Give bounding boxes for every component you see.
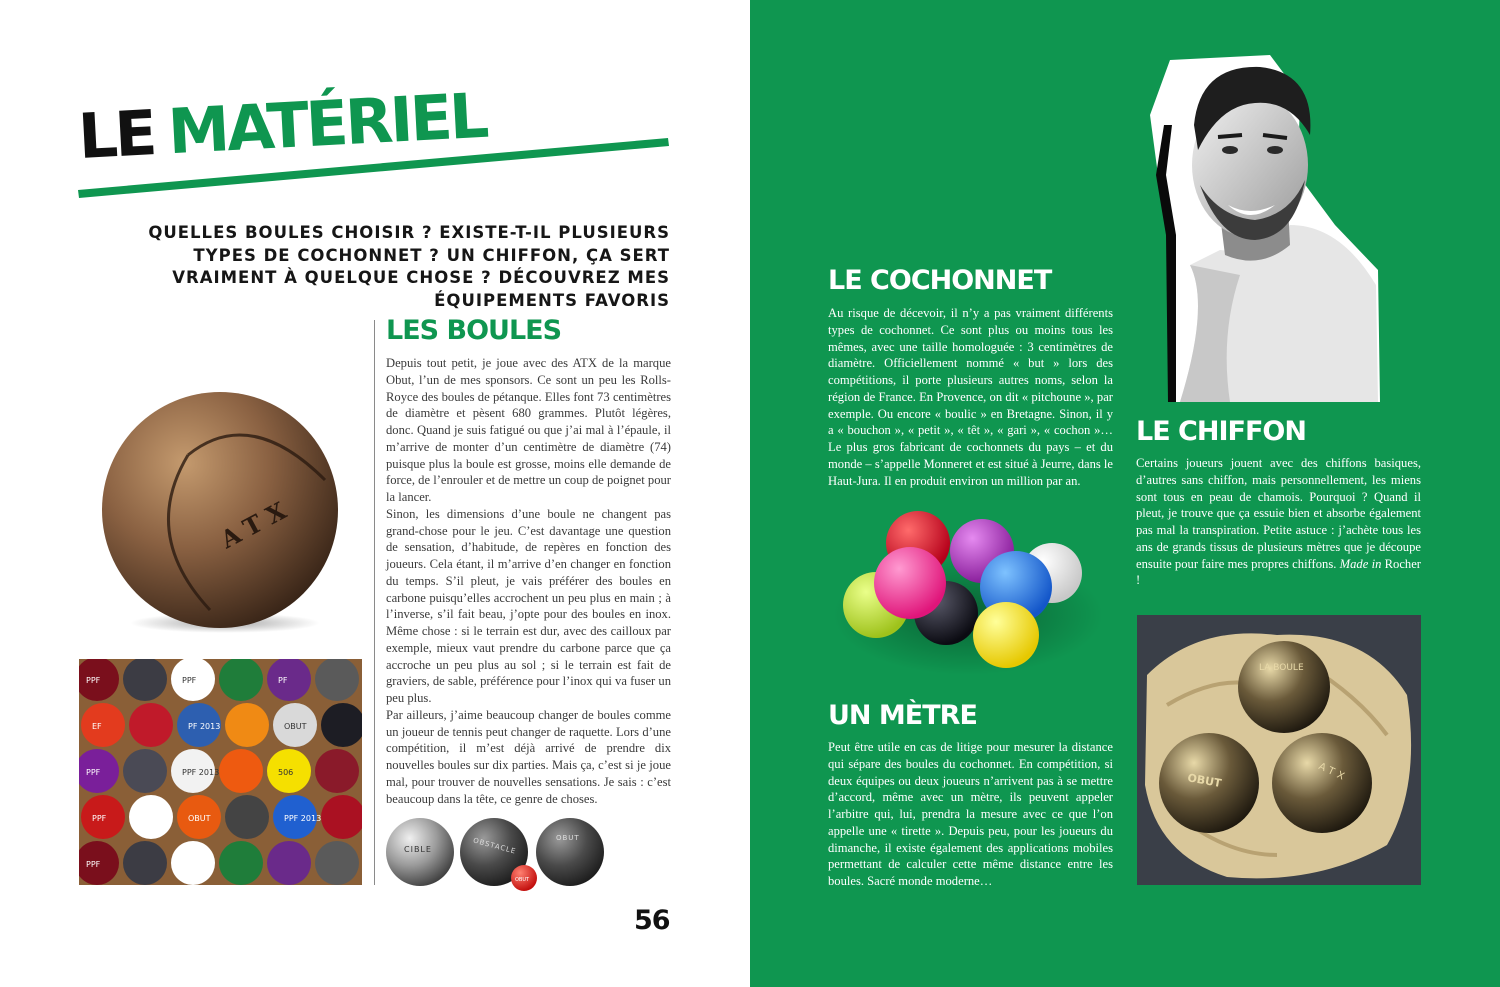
chamois-label-atx: ATX	[1316, 761, 1350, 785]
intro-text: QUELLES BOULES CHOISIR ? EXISTE-T-IL PLUSIEURS TYPES DE COCHONNET ? UN CHIFFON, ÇA SERT VRAIMENT À QUELQUE CHOSE ? DÉCOUVREZ MES ÉQUIPEMENTS FAVORIS	[148, 223, 670, 310]
grid-boule-mark: PPF	[86, 768, 101, 777]
grid-boule	[219, 749, 263, 793]
heading-les-boules: LES BOULES	[386, 315, 562, 346]
grid-boule	[225, 795, 269, 839]
boules-paragraph-1: Depuis tout petit, je joue avec des ATX de la marque Obut, l’un de mes sponsors. Ce sont un peu les Rolls-Royce des boules de pétanque. Elles font 73 centimètres de diamètre et pèsent 680 grammes. Plutôt légères, donc. Quand je suis fatigué ou que j’ai mal à l’épaule, il m’arrive de monter d’un centimètre de diamètre (74) puisque plus la boule est grosse, moins elle demande de force, de l’enrouler et de mettre un coup de poignet pour la lancer.	[386, 356, 671, 504]
grid-boule	[81, 703, 125, 747]
chiffon-text-italic: Made in	[1339, 556, 1382, 571]
grid-boule-mark: 506	[278, 768, 294, 777]
heading-le-chiffon: LE CHIFFON	[1136, 416, 1306, 447]
chamois-label-la-boule: LA BOULE	[1259, 663, 1304, 673]
chamois-boules-image	[1137, 615, 1421, 885]
grid-boule	[123, 749, 167, 793]
grid-boule	[315, 841, 359, 885]
grid-boule-mark: PPF	[86, 860, 101, 869]
chiffon-text-main: Certains joueurs jouent avec des chiffons basiques, d’autres sans chiffon, mais personnellement, les miens sont tous en peau de chamois. Pourquoi ? Quand il pleut, je trouve que ça essuie bien et absorbe également pas mal la transpiration. Petite astuce : j’achète tous les ans de grands tissus de plusieurs mètres que je découpe ensuite pour faire mes propres chiffons.	[1136, 456, 1421, 571]
grid-boule	[171, 841, 215, 885]
grid-boule	[315, 749, 359, 793]
atx-boule-image	[100, 385, 345, 635]
column-divider	[374, 320, 375, 885]
chamois-label-obut: OBUT	[1186, 771, 1223, 791]
grid-boule-mark: PF	[278, 676, 288, 685]
title-word-le: LE	[76, 96, 157, 173]
grid-boule	[267, 659, 311, 701]
grid-boule	[225, 703, 269, 747]
grid-boule-mark: OBUT	[188, 814, 211, 823]
heading-le-cochonnet: LE COCHONNET	[828, 265, 1052, 296]
boules-text	[386, 355, 671, 807]
trio-label-obut-small: OBUT	[515, 877, 530, 883]
chiffon-text	[1136, 455, 1421, 589]
metre-text: Peut être utile en cas de litige pour mesurer la distance qui sépare des boules du cochonnet. En compétition, si deux équipes ou deux joueurs n’arrivent pas à se mettre d’accord, même avec un mètre, ils peuvent appeler l’arbitre qui, lui, prendra la mesure avec ce que l’on appelle une « tirette ». Depuis peu, pour les joueurs du dimanche, il existe également des applications mobiles permettant de calculer cette même distance entre les boules. Sacré monde moderne…	[828, 740, 1113, 888]
grid-boule	[219, 659, 263, 701]
grid-boule-mark: OBUT	[284, 722, 307, 731]
grid-boule-mark: PPF 2013	[284, 814, 322, 823]
grid-boule-mark: PPF	[86, 676, 101, 685]
grid-boule	[219, 841, 263, 885]
grid-boule	[129, 795, 173, 839]
atx-engraving: ATX	[215, 492, 298, 555]
title-block	[76, 78, 678, 205]
trio-boules-image	[384, 812, 609, 894]
grid-boule-mark: PPF	[182, 676, 197, 685]
grid-boule-mark: PF 2013	[188, 722, 221, 731]
colored-boules-grid-image	[79, 659, 362, 885]
grid-boule-mark: EF	[92, 722, 102, 731]
grid-boule	[315, 659, 359, 701]
heading-un-metre: UN MÈTRE	[828, 700, 977, 731]
grid-boule	[267, 841, 311, 885]
cochonnet-text: Au risque de décevoir, il n’y a pas vraiment différents types de cochonnet. Ce sont plus ou moins tous les mêmes, avec une taille homologuée : 3 centimètres de diamètre. Officiellement nommé « but » lors des compétitions, il porte plusieurs autres noms, selon la région de France. En Provence, on dit « pitchoune », par exemple. Ou encore « boulic » en Bretagne. Sinon, il y a « bouchon », « petit », « têt », « gari », « cochon »… Le plus gros fabricant de cochonnets du pays – et du monde – s’appelle Monneret et est situé à Jeurre, dans le Haut-Jura. Il en produit environ un million par an.	[828, 306, 1114, 488]
grid-boule-mark: PPF 2013	[182, 768, 220, 777]
grid-boule-mark: PPF	[92, 814, 107, 823]
trio-label-cible: CIBLE	[404, 845, 432, 854]
page-number: 56	[634, 905, 670, 936]
grid-boule	[123, 841, 167, 885]
chiffon-text-end: Rocher !	[1136, 556, 1422, 588]
boules-paragraph-2: Sinon, les dimensions d’une boule ne changent pas grand-chose pour le jeu. C’est davantage une question de sensation, d’habitude, de repères en fonction des joueurs. Cela étant, il m’arrive d’en changer en fonction du temps. S’il pleut, je vais préférer des boules en carbone puisqu’elles accrochent un peu plus en main ; à l’inverse, s’il fait beau, j’opte pour des boules en inox. Même chose : si le terrain est dur, avec des cailloux par exemple, mieux vaut prendre du carbone parce que ça accroche un peu plus au sol ; si le terrain est fait de graviers, de sable, préférence pour l’inox qui va fuser un peu plus.	[386, 506, 671, 705]
title-word-materiel: MATÉRIEL	[166, 78, 488, 169]
grid-boule	[129, 703, 173, 747]
grid-boule	[123, 659, 167, 701]
trio-label-obstacle: OBSTACLE	[472, 836, 518, 856]
boules-paragraph-3: Par ailleurs, j’aime beaucoup changer de boules comme un joueur de tennis peut changer de raquette. Lors d’une compétition, il m’est déjà arrivé de prendre dix nouvelles boules sur dix parties. Mais ça, c’est si je joue mal, pour trouver de nouvelles sensations. Je sais : c’est beaucoup dans la tête, ce genre de choses.	[386, 707, 671, 806]
cochonnets-image	[830, 505, 1105, 680]
trio-label-obut: OBUT	[556, 834, 580, 842]
portrait-photo	[1150, 55, 1385, 402]
